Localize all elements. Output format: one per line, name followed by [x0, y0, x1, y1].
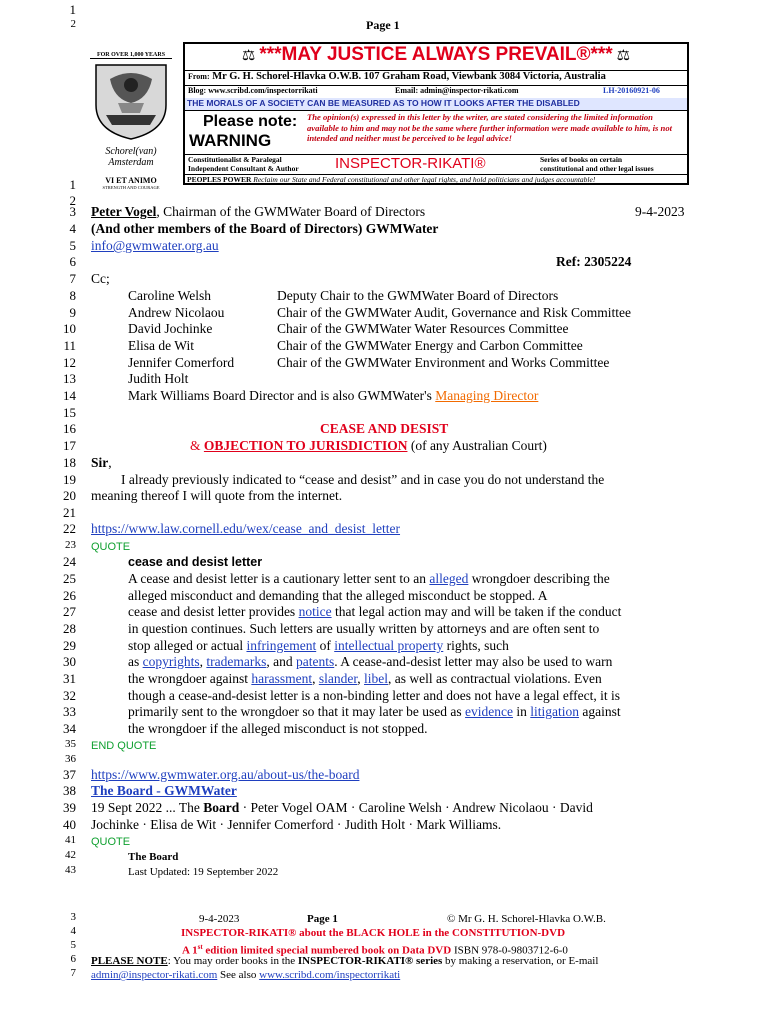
footer-book-title: INSPECTOR-RIKATI® about the BLACK HOLE in the CONSTITUTION-DVD: [181, 927, 566, 939]
litigation-link[interactable]: litigation: [530, 704, 580, 719]
paragraph-line: meaning thereof I will quote from the internet.: [91, 488, 343, 503]
libel-link[interactable]: libel: [364, 671, 389, 686]
evidence-link[interactable]: evidence: [465, 704, 514, 719]
letterhead-banner: [183, 42, 689, 185]
harassment-link[interactable]: harassment: [251, 671, 313, 686]
line-number: 32: [63, 688, 76, 703]
addressee-name: Peter Vogel: [91, 204, 157, 219]
line-number: 35: [65, 738, 76, 750]
line-number: 10: [63, 321, 76, 336]
line-number: 24: [63, 554, 76, 569]
notice-link[interactable]: notice: [298, 604, 332, 619]
logo-sub: STRENGTH AND COURAGE: [102, 185, 160, 190]
family-crest-logo: [90, 52, 172, 192]
board-page-link[interactable]: The Board - GWMWater: [91, 783, 237, 798]
quote-line: the wrongdoer if the alleged misconduct is not stopped.: [128, 721, 428, 736]
logo-name: Schorel(van) Amsterdam: [105, 146, 157, 168]
banner-consult2: Independent Consultant & Author: [188, 164, 299, 173]
banner-peoples-power: PEOPLES POWER: [187, 175, 252, 184]
line-number: 27: [63, 604, 76, 619]
cc-name: David Jochinke: [128, 321, 213, 336]
footer-page: Page 1: [307, 913, 338, 925]
quote-line: cease and desist letter provides notice that legal action may and will be taken if the conduct: [128, 604, 622, 619]
line-number: 33: [63, 704, 76, 719]
cc-name: Jennifer Comerford: [128, 355, 235, 370]
banner-ref-code: LH-20160921-06: [603, 86, 660, 95]
cc-name: Mark Williams: [128, 388, 210, 403]
footer-copyright: © Mr G. H. Schorel-Hlavka O.W.B.: [447, 913, 606, 925]
banner-from-row: From: Mr G. H. Schorel-Hlavka O.W.B. 107 Graham Road, Viewbank 3084 Victoria, Australia: [185, 70, 687, 85]
line-number: 29: [63, 638, 76, 653]
letter-date: 9-4-2023: [635, 204, 685, 219]
cc-name: Caroline Welsh: [128, 288, 212, 303]
logo-motto: VI ET ANIMO: [105, 176, 157, 185]
cc-role: Chair of the GWMWater Energy and Carbon Committee: [277, 338, 583, 353]
line-number: 39: [63, 800, 76, 815]
line-number: 6: [69, 254, 76, 269]
line-number: 11: [63, 338, 76, 353]
line-number: 2: [70, 18, 76, 30]
quote-board-title: The Board: [128, 851, 179, 863]
line-number: 30: [63, 654, 76, 669]
line-number: 28: [63, 621, 76, 636]
paragraph-line: I already previously indicated to “cease and desist” and in case you do not understand the: [121, 472, 605, 487]
line-number: 4: [70, 925, 76, 937]
patents-link[interactable]: patents: [295, 654, 335, 669]
line-number: 43: [65, 864, 76, 876]
line-number: 2: [69, 193, 76, 208]
banner-consultant-row: [185, 154, 687, 174]
banner-peoples-text: Reclaim our State and Federal constitutional and other legal rights, and hold politicians and judges accountable!: [253, 175, 596, 184]
line-number: 8: [69, 288, 76, 303]
line-number: 20: [63, 488, 76, 503]
line-number: 42: [65, 849, 76, 861]
quote-line: alleged misconduct and demanding that the alleged misconduct be stopped. A: [128, 588, 548, 603]
line-number: 18: [63, 455, 76, 470]
line-number: 7: [70, 967, 76, 979]
line-number: 38: [63, 783, 76, 798]
banner-series2: constitutional and other legal issues: [540, 164, 654, 173]
cc-role: Deputy Chair to the GWMWater Board of Directors: [277, 288, 559, 303]
scales-icon: ⚖: [616, 48, 631, 64]
heading-cease-desist: CEASE AND DESIST: [320, 421, 449, 436]
quote-label: QUOTE: [91, 541, 131, 553]
copyrights-link[interactable]: copyrights: [142, 654, 200, 669]
line-number: 22: [63, 521, 76, 536]
banner-morals: THE MORALS OF A SOCIETY CAN BE MEASURED AS TO HOW IT LOOKS AFTER THE DISABLED: [185, 98, 687, 110]
footer-please-note: PLEASE NOTE: You may order books in the INSPECTOR-RIKATI® series by making a reservation, or E-mail: [91, 955, 599, 967]
scales-icon: ⚖: [241, 48, 256, 64]
cc-label: Cc;: [91, 271, 110, 286]
end-quote-label: END QUOTE: [91, 740, 157, 752]
footer-email-link[interactable]: admin@inspector-rikati.com: [91, 969, 218, 981]
banner-title: ***MAY JUSTICE ALWAYS PREVAIL®***: [259, 44, 613, 65]
cc-mark-line: [128, 388, 538, 404]
footer-scribd-link[interactable]: www.scribd.com/inspectorrikati: [259, 969, 401, 981]
line-number: 41: [65, 834, 76, 846]
line-number: 25: [63, 571, 76, 586]
line-number: 21: [63, 505, 76, 520]
line-number: 3: [70, 911, 76, 923]
cc-role: Chair of the GWMWater Environment and Works Committee: [277, 355, 610, 370]
cc-role: Chair of the GWMWater Water Resources Committee: [277, 321, 569, 336]
footer-contact: admin@inspector-rikati.com See also www.scribd.com/inspectorrikati: [91, 969, 401, 981]
line-number: 19: [63, 472, 76, 487]
banner-warning: WARNING: [189, 131, 272, 150]
quote-line: the wrongdoer against harassment, slander, libel, as well as contractual violations. Even: [128, 671, 602, 686]
crest-icon: [90, 59, 172, 141]
quote-last-updated: Last Updated: 19 September 2022: [128, 866, 279, 878]
banner-contact-row: [185, 85, 687, 98]
line-number: 16: [63, 421, 76, 436]
line-number: 17: [63, 438, 76, 453]
gwmwater-board-url-link[interactable]: https://www.gwmwater.org.au/about-us/the-board: [91, 767, 360, 782]
logo-top-text: FOR OVER 1,000 YEARS: [90, 52, 172, 59]
footer-edition: A 1st edition limited special numbered book on Data DVD ISBN 978-0-9803712-6-0: [182, 943, 568, 957]
infringement-link[interactable]: infringement: [246, 638, 317, 653]
line-number: 6: [70, 953, 76, 965]
line-number: 40: [63, 817, 76, 832]
quote-line: in question continues. Such letters are usually written by attorneys and are often sent to: [128, 621, 600, 636]
addressee-members: (And other members of the Board of Directors) GWMWater: [91, 221, 439, 236]
quote-line: stop alleged or actual infringement of intellectual property rights, such: [128, 638, 509, 653]
banner-please-note: Please note:: [203, 113, 298, 130]
board-snippet-line: Jochinke · Elisa de Wit · Jennifer Comerford · Judith Holt · Mark Williams.: [91, 817, 502, 832]
line-number: 1: [69, 2, 76, 17]
line-number: 31: [63, 671, 76, 686]
salutation: Sir,: [91, 455, 112, 470]
banner-email: Email: admin@inspector-rikati.com: [395, 86, 519, 95]
quote-line: primarily sent to the wrongdoer so that it may later be used as evidence in litigation against: [128, 704, 621, 719]
cc-role: Chair of the GWMWater Audit, Governance and Risk Committee: [277, 305, 631, 320]
cc-role: Board Director and is also GWMWater's: [209, 388, 436, 403]
banner-series1: Series of books on certain: [540, 155, 623, 164]
quote-line: as copyrights, trademarks, and patents. A cease-and-desist letter may also be used to warn: [128, 654, 613, 669]
quote-line: though a cease-and-desist letter is a non-binding letter and does not have a legal effect, it is: [128, 688, 620, 703]
reference-number: Ref: 2305224: [556, 254, 632, 269]
banner-rikati: INSPECTOR-RIKATI®: [335, 155, 486, 172]
line-number: 13: [63, 371, 76, 386]
banner-blog: Blog: www.scribd.com/inspectorrikati: [188, 86, 318, 95]
quote-line: A cease and desist letter is a cautionary letter sent to an alleged wrongdoer describing the: [128, 571, 610, 586]
banner-peoples-row: [185, 174, 687, 186]
cornell-url-link[interactable]: https://www.law.cornell.edu/wex/cease_and_desist_letter: [91, 521, 401, 536]
line-number: 7: [69, 271, 76, 286]
quote-title: cease and desist letter: [128, 555, 263, 569]
line-number: 12: [63, 355, 76, 370]
footer-date: 9-4-2023: [199, 913, 240, 925]
banner-consult1: Constitutionalist & Paralegal: [188, 155, 282, 164]
banner-title-row: [185, 44, 687, 70]
banner-disclaimer: The opinion(s) expressed in this letter by the writer, are stated considering the limited information available to him and may not be the same where further information were made available to him, is not intended and neither must be perceived to be legal advice!: [307, 112, 673, 143]
line-number: 36: [65, 753, 76, 765]
banner-warning-row: [185, 110, 687, 155]
cc-name: Elisa de Wit: [128, 338, 194, 353]
heading-objection: & OBJECTION TO JURISDICTION (of any Australian Court): [190, 438, 547, 453]
slander-link[interactable]: slander: [318, 671, 358, 686]
line-number: 4: [69, 221, 76, 236]
addressee-line: [91, 204, 425, 220]
line-number: 23: [65, 539, 76, 551]
intellectual-property-link[interactable]: intellectual property: [334, 638, 444, 653]
objection-link[interactable]: OBJECTION TO JURISDICTION: [203, 438, 408, 453]
line-number: 14: [63, 388, 76, 403]
page-label: Page 1: [366, 18, 400, 32]
line-number: 15: [63, 405, 76, 420]
managing-director-link[interactable]: Managing Director: [435, 388, 539, 403]
banner-from-text: Mr G. H. Schorel-Hlavka O.W.B. 107 Graham Road, Viewbank 3084 Victoria, Australia: [212, 71, 606, 82]
addressee-email-link[interactable]: info@gwmwater.org.au: [91, 238, 219, 253]
line-number: 9: [69, 305, 76, 320]
line-number: 5: [70, 939, 76, 951]
line-number: 37: [63, 767, 76, 782]
line-number: 3: [69, 204, 76, 219]
cc-name: Judith Holt: [128, 371, 189, 386]
line-number: 1: [69, 177, 76, 192]
quote-label: QUOTE: [91, 836, 131, 848]
line-number: 34: [63, 721, 76, 736]
board-snippet-line: 19 Sept 2022 ... The Board · Peter Vogel OAM · Caroline Welsh · Andrew Nicolaou · David: [91, 800, 593, 815]
line-number: 5: [69, 238, 76, 253]
addressee-role: , Chairman of the GWMWater Board of Directors: [156, 204, 426, 219]
cc-name: Andrew Nicolaou: [128, 305, 225, 320]
trademarks-link[interactable]: trademarks: [206, 654, 267, 669]
alleged-link[interactable]: alleged: [429, 571, 469, 586]
line-number: 26: [63, 588, 76, 603]
